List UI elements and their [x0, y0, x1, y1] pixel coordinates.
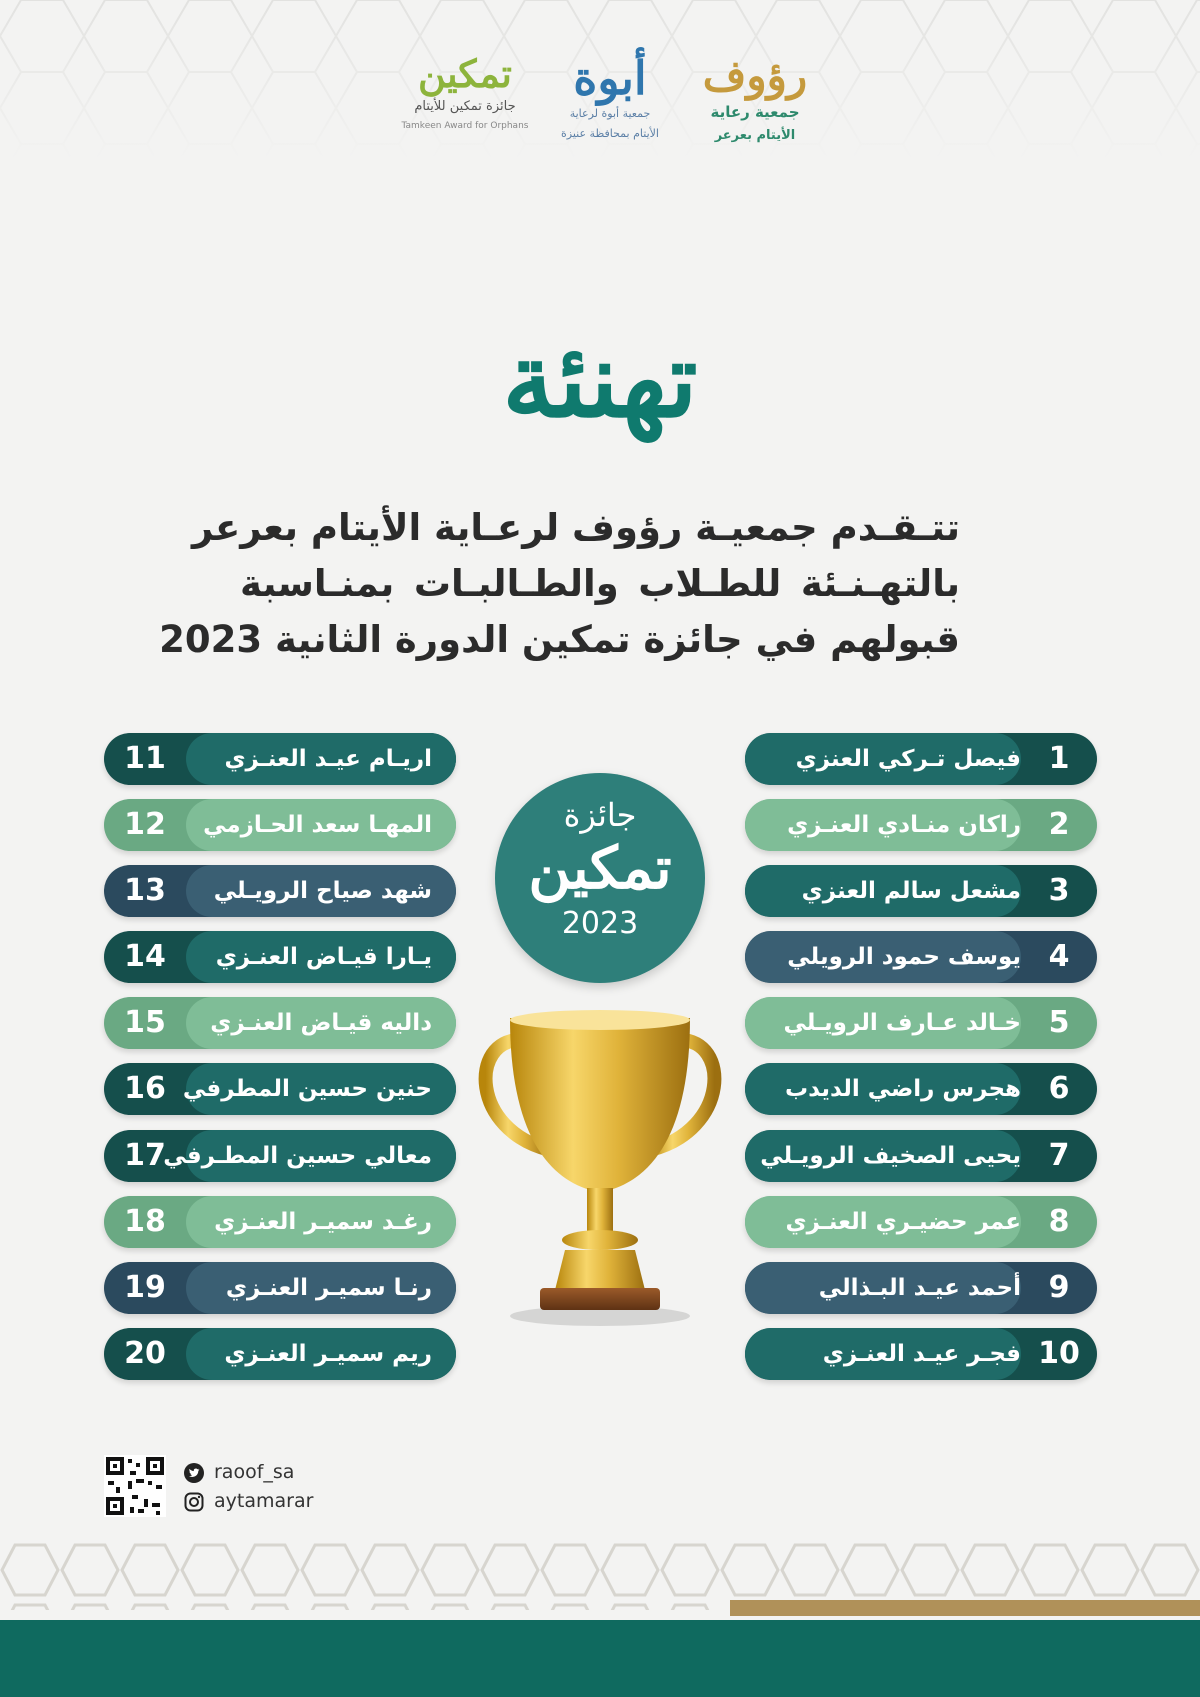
name-entry-number: 12 — [124, 807, 166, 843]
qr-code-icon[interactable] — [104, 1455, 166, 1517]
intro-line: تتـقـدم جمعيـة رؤوف لرعـاية الأيتام بعرعر — [191, 506, 960, 549]
name-entry-number: 11 — [124, 741, 166, 776]
name-entry-number: 6 — [1048, 1071, 1070, 1107]
name-entry-number: 4 — [1048, 939, 1070, 975]
name-entry-number: 20 — [124, 1335, 166, 1371]
raoof-logo — [690, 51, 820, 144]
intro-line: قبولهم في جائزة تمكين الدورة الثانية 2023 — [159, 618, 960, 661]
name-entry — [745, 997, 1097, 1049]
name-entry — [745, 865, 1097, 917]
name-entry-number: 14 — [124, 939, 166, 975]
name-entry-name: هجرس راضي الديدب — [784, 1076, 1021, 1103]
trophy-icon — [470, 1000, 730, 1330]
name-entry-name: ريم سميـر العنـزي — [224, 1340, 432, 1367]
name-entry — [104, 1196, 456, 1248]
names-list-right — [745, 733, 1097, 1394]
name-entry-name: المهـا سعد الحـازمي — [203, 812, 432, 839]
name-entry-name: شهد صياح الرويـلي — [213, 878, 432, 905]
name-entry-name: خـالد عـارف الرويـلي — [783, 1010, 1021, 1037]
name-entry-name: داليه قيـاض العنـزي — [210, 1010, 432, 1037]
name-entry — [104, 799, 456, 851]
name-entry — [104, 997, 456, 1049]
tamkeen-logo-mark: تمكين — [418, 51, 512, 96]
instagram-handle-row[interactable] — [184, 1490, 313, 1512]
name-entry — [104, 1130, 456, 1182]
tamkeen-logo-caption: جائزة تمكين للأيتام — [414, 99, 516, 114]
name-entry-number: 18 — [124, 1203, 166, 1239]
raoof-logo-caption: جمعية رعاية — [710, 103, 800, 121]
intro-line: بالتهـنـئة للطـلاب والطـالبـات بمنـاسبة — [240, 562, 960, 605]
name-entry — [745, 1063, 1097, 1115]
name-entry-number: 13 — [124, 873, 166, 909]
twitter-handle: raoof_sa — [214, 1461, 295, 1483]
name-entry-name: معالي حسين المطـرفي — [163, 1142, 432, 1169]
name-entry — [745, 1328, 1097, 1380]
name-entry-number: 2 — [1048, 807, 1070, 843]
name-entry-name: راكان منـادي العنـزي — [787, 812, 1021, 839]
name-entry-number: 3 — [1048, 873, 1070, 909]
raoof-logo-subcaption: الأيتام بعرعر — [714, 127, 796, 143]
name-entry-name: يـارا قيـاض العنـزي — [215, 944, 432, 971]
name-entry-number: 19 — [124, 1269, 166, 1305]
tamkeen-logo-subcaption: Tamkeen Award for Orphans — [401, 121, 529, 132]
logo-row — [0, 51, 1200, 215]
tamkeen-logo — [400, 51, 530, 133]
footer-teal-bar — [0, 1620, 1200, 1697]
instagram-icon — [184, 1492, 204, 1512]
name-entry-name: يوسف حمود الرويلي — [787, 944, 1021, 971]
name-entry-name: يحيى الصخيف الرويـلي — [760, 1142, 1021, 1169]
name-entry-name: أحمد عيـد البـذالي — [818, 1274, 1021, 1301]
name-entry-number: 15 — [124, 1005, 166, 1041]
name-entry-number: 9 — [1048, 1269, 1070, 1305]
name-entry — [104, 1063, 456, 1115]
name-entry-number: 7 — [1048, 1137, 1070, 1173]
name-entry — [745, 799, 1097, 851]
name-entry-number: 17 — [124, 1137, 166, 1173]
names-list-left — [104, 733, 456, 1394]
name-entry — [104, 733, 456, 785]
name-entry-name: مشعل سالم العنزي — [801, 878, 1021, 905]
badge-line-year: 2023 — [561, 906, 639, 941]
name-entry-name: فيصل تـركي العنزي — [795, 746, 1021, 772]
name-entry-name: اريـام عيـد العنـزي — [224, 746, 432, 772]
footer-gold-bar — [730, 1600, 1200, 1616]
name-entry-number: 8 — [1048, 1203, 1070, 1239]
raoof-logo-mark: رؤوف — [702, 51, 808, 100]
name-entry-number: 5 — [1048, 1005, 1070, 1041]
abuwwa-logo — [545, 51, 675, 141]
award-badge — [495, 773, 705, 983]
name-entry — [745, 1196, 1097, 1248]
name-entry-name: عمر حضيـري العنـزي — [785, 1208, 1021, 1235]
name-entry-number: 10 — [1038, 1335, 1080, 1371]
headline-congratulations: تهنئة — [502, 318, 698, 441]
badge-line-award: جائزة — [563, 796, 637, 834]
instagram-handle: aytamarar — [214, 1490, 314, 1512]
name-entry — [745, 1262, 1097, 1314]
name-entry-name: رغـد سميـر العنـزي — [214, 1208, 432, 1235]
name-entry — [745, 733, 1097, 785]
name-entry-name: رنـا سميـر العنـزي — [225, 1274, 432, 1301]
name-entry — [104, 931, 456, 983]
intro-paragraph — [159, 500, 960, 668]
name-entry-number: 1 — [1048, 741, 1070, 776]
twitter-handle-row[interactable] — [184, 1461, 294, 1483]
name-entry — [745, 1130, 1097, 1182]
name-entry — [104, 865, 456, 917]
abuwwa-logo-mark: أبوة — [573, 51, 647, 105]
name-entry — [104, 1328, 456, 1380]
name-entry — [104, 1262, 456, 1314]
abuwwa-logo-subcaption: الأيتام بمحافظة عنيزة — [561, 126, 659, 140]
twitter-icon — [184, 1463, 204, 1483]
abuwwa-logo-caption: جمعية أبوة لرعاية — [569, 107, 651, 120]
name-entry-name: فجـر عيـد العنـزي — [822, 1340, 1021, 1367]
name-entry-name: حنين حسين المطرفي — [182, 1076, 432, 1103]
name-entry-number: 16 — [124, 1071, 166, 1107]
badge-line-tamkeen: تمكين — [528, 834, 672, 902]
name-entry — [745, 931, 1097, 983]
